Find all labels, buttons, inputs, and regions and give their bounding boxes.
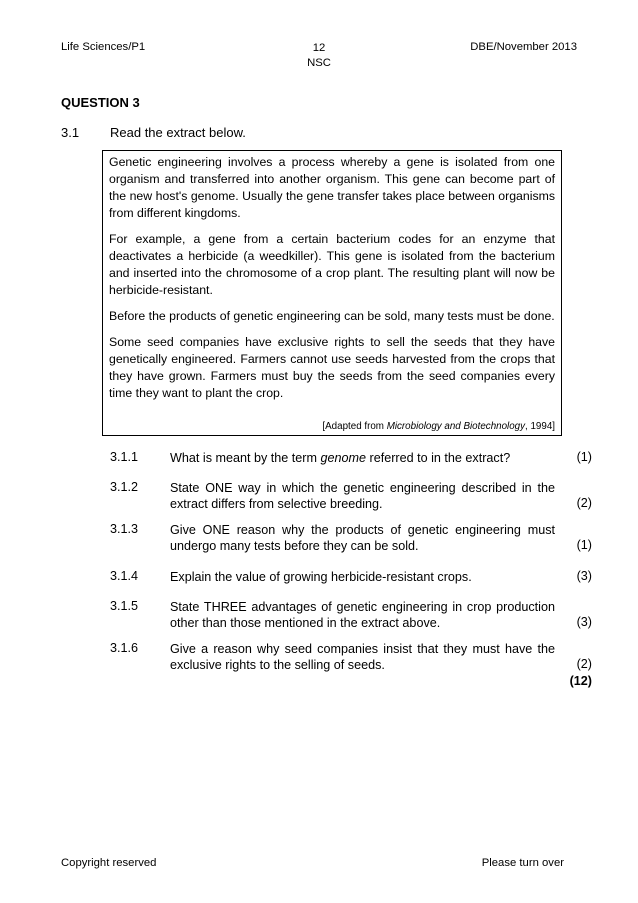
extract-paragraph: Before the products of genetic engineering can be sold, many tests must be done. [109,309,555,323]
subquestion-text [170,641,555,673]
subquestion-text-part: referred to in the extract? [366,451,511,465]
subquestion-text-part: Explain the value of growing herbicide-resistant crops. [170,570,472,584]
extract-paragraph: For example, a gene from a certain bacterium codes for an enzyme that deactivates a herbicide (a weedkiller). This gene is isolated from the bacterium and inserted into the chromosome of a crop plant. The resulting plant will now be herbicide-resistant. [109,232,555,297]
subquestion-number: 3.1.2 [110,480,139,494]
footer-copyright: Copyright reserved [61,857,157,869]
subquestion-marks: (1) [576,450,592,464]
subquestion-marks: (2) [576,496,592,510]
source-prefix: [Adapted from [322,421,387,432]
subquestion-marks: (1) [576,538,592,552]
subquestion-text [170,599,555,631]
subquestion-number: 3.1.6 [110,641,139,655]
subquestion-text-part: What is meant by the term [170,451,321,465]
subquestion-marks: (3) [576,615,592,629]
subquestion-number: 3.1.4 [110,569,139,583]
subquestion-marks: (2) [576,657,592,671]
extract-paragraph: Some seed companies have exclusive rights to sell the seeds that they have genetically engineered. Farmers cannot use seeds harvested from the crops that they have grown. Farmers must buy the seeds from the seed companies every time they want to plant the crop. [109,335,555,400]
question-number: 3.1 [61,125,80,140]
footer-turn-over: Please turn over [481,857,564,869]
header-exam-date: DBE/November 2013 [470,41,577,53]
subquestion-text [170,522,555,554]
subquestion-number: 3.1.3 [110,522,139,536]
subquestion-text [170,450,555,466]
extract-paragraph: Genetic engineering involves a process whereby a gene is isolated from one organism and transferred into another organism. This gene can become part of the new host's genome. Usually the gene transfer takes place between organisms from different kingdoms. [109,155,555,220]
subquestion-text-part: State ONE way in which the genetic engineering described in the extract differs from selective breeding. [170,481,555,511]
total-marks: (12) [569,674,592,688]
subquestion-text [170,569,555,585]
question-instruction: Read the extract below. [110,125,246,140]
subquestion-text-part: State THREE advantages of genetic engineering in crop production other than those mentioned in the extract above. [170,600,555,630]
subquestion-number: 3.1.5 [110,599,139,613]
extract-source [322,421,555,432]
page-number: 12 [312,42,326,54]
header-nsc: NSC [307,57,331,69]
subquestion-marks: (3) [576,569,592,583]
subquestion-number: 3.1.1 [110,450,139,464]
question-title: QUESTION 3 [61,95,140,110]
header-subject: Life Sciences/P1 [61,41,146,53]
source-title: Microbiology and Biotechnology [386,421,526,432]
subquestion-term: genome [320,451,366,465]
subquestion-text-part: Give ONE reason why the products of genetic engineering must undergo many tests before they can be sold. [170,523,555,553]
subquestion-text [170,480,555,512]
extract-box [102,150,562,436]
subquestion-text-part: Give a reason why seed companies insist that they must have the exclusive rights to the selling of seeds. [170,642,555,672]
source-suffix: , 1994] [525,421,555,432]
